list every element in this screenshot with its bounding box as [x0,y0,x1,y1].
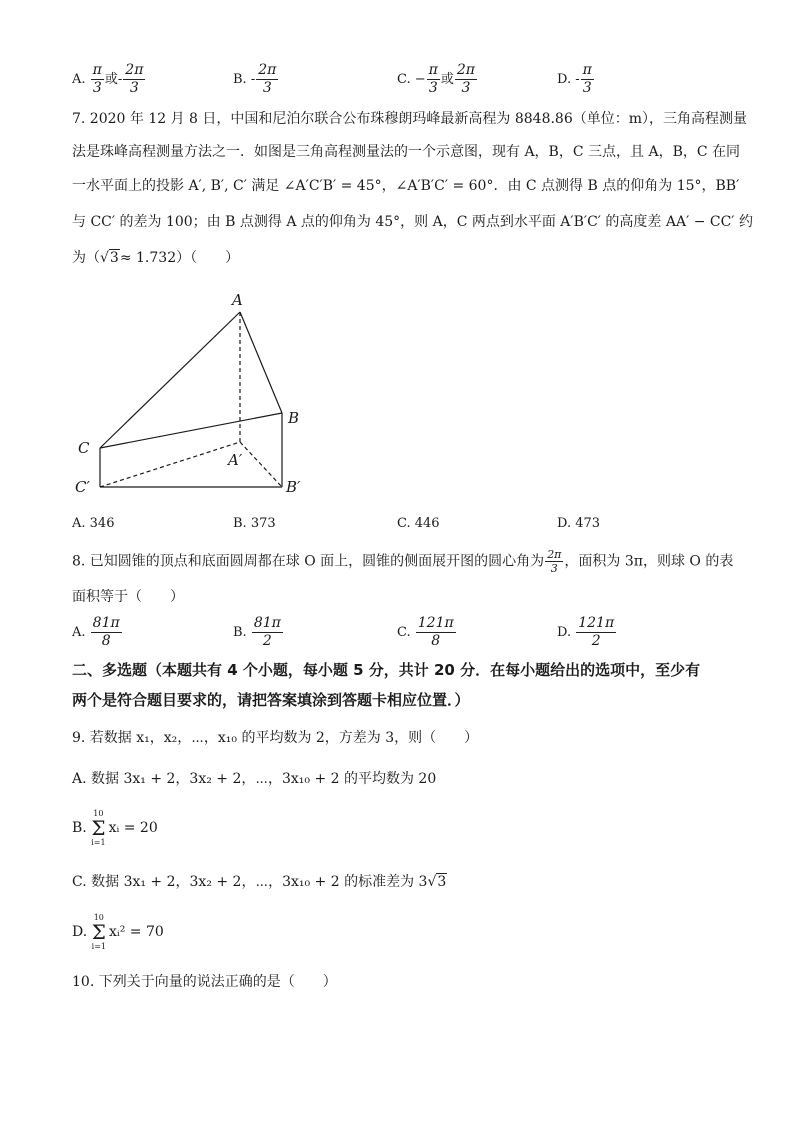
q7-figure [60,285,320,505]
q7-line-4: 与 CC′ 的差为 100；由 B 点测得 A 点的仰角为 45°，则 A，C 两点到水平面 A′B′C′ 的高度差 AA′ − CC′ 约 [72,214,753,230]
q6-option-a: A. $\frac{\pi}{3}$ 或- $\frac{2\pi}{3}$ [72,62,144,96]
q7-line-1: 7. 2020 年 12 月 8 日，中国和尼泊尔联合公布珠穆朗玛峰最新高程为 8848.86（单位：m），三角高程测量 [72,111,748,127]
q7-option-b: B. 373 [233,516,276,531]
edge-cb [100,413,282,448]
q9-option-c: C. 数据 3x₁ + 2，3x₂ + 2，⋯，3x₁₀ + 2 的标准差为 3√3 [72,874,447,890]
q7-line-3: 一水平面上的投影 A′, B′, C′ 满足 ∠A′C′B′ = 45°，∠A′B′C′ = 60°．由 C 点测得 B 点的仰角为 15°，BB′ [72,178,740,194]
q7-option-a: A. 346 [72,516,115,531]
q7-line-5: 为（√3≈ 1.732）（ ） [72,250,240,266]
q8-option-c: C. $\frac{121\pi}{8}$ [397,615,454,649]
q7-line-2: 法是珠峰高程测量方法之一．如图是三角高程测量法的一个示意图，现有 A，B，C 三点，且 A，B，C 在同 [72,144,741,160]
q8-line-2: 面积等于（ ） [72,589,184,605]
edge-a1b1 [240,442,282,487]
sum-symbol: 10 Σ i=1 [91,809,106,847]
q6-option-b: B. - $\frac{2\pi}{3}$ [233,62,277,96]
label-a: A [232,291,243,309]
q8-line-1: 8. 已知圆锥的顶点和底面圆周都在球 O 面上，圆锥的侧面展开图的圆心角为 $\frac{2\pi}{3}$ ，面积为 3π，则球 O 的表 [72,548,734,575]
q7-option-d: D. 473 [557,516,601,531]
q8-option-d: D. $\frac{121\pi}{2}$ [557,615,615,649]
label-b1: B′ [286,478,301,496]
q7-option-c: C. 446 [397,516,440,531]
label-c1: C′ [75,478,90,496]
label-a1: A′ [228,451,243,469]
q9-option-d: D. 10 Σ i=1 xᵢ² = 70 [72,913,164,951]
label-b: B [288,409,300,427]
q6-option-c: C. − $\frac{\pi}{3}$ 或 $\frac{2\pi}{3}$ [397,62,475,96]
q9-option-b: B. 10 Σ i=1 xᵢ = 20 [72,809,158,847]
q9-option-a: A. 数据 3x₁ + 2，3x₂ + 2，⋯，3x₁₀ + 2 的平均数为 20 [72,771,437,787]
q10-stem: 10. 下列关于向量的说法正确的是（ ） [72,974,337,990]
edge-c1a1 [100,442,240,487]
q8-option-a: A. $\frac{81\pi}{8}$ [72,615,120,649]
q8-option-b: B. $\frac{81\pi}{2}$ [233,615,281,649]
q9-stem: 9. 若数据 x₁，x₂，⋯，x₁₀ 的平均数为 2，方差为 3，则（ ） [72,730,479,746]
edge-ac [100,312,240,448]
section-2-heading-line-2: 两个是符合题目要求的，请把答案填涂到答题卡相应位置．） [72,691,470,709]
sum-symbol: 10 Σ i=1 [91,913,106,951]
label-c: C [78,439,90,457]
edge-ab [240,312,282,413]
q6-option-d: D. - $\frac{\pi}{3}$ [557,62,592,96]
section-2-heading-line-1: 二、多选题（本题共有 4 个小题，每小题 5 分，共计 20 分．在每小题给出的选项中，至少有 [72,661,701,679]
